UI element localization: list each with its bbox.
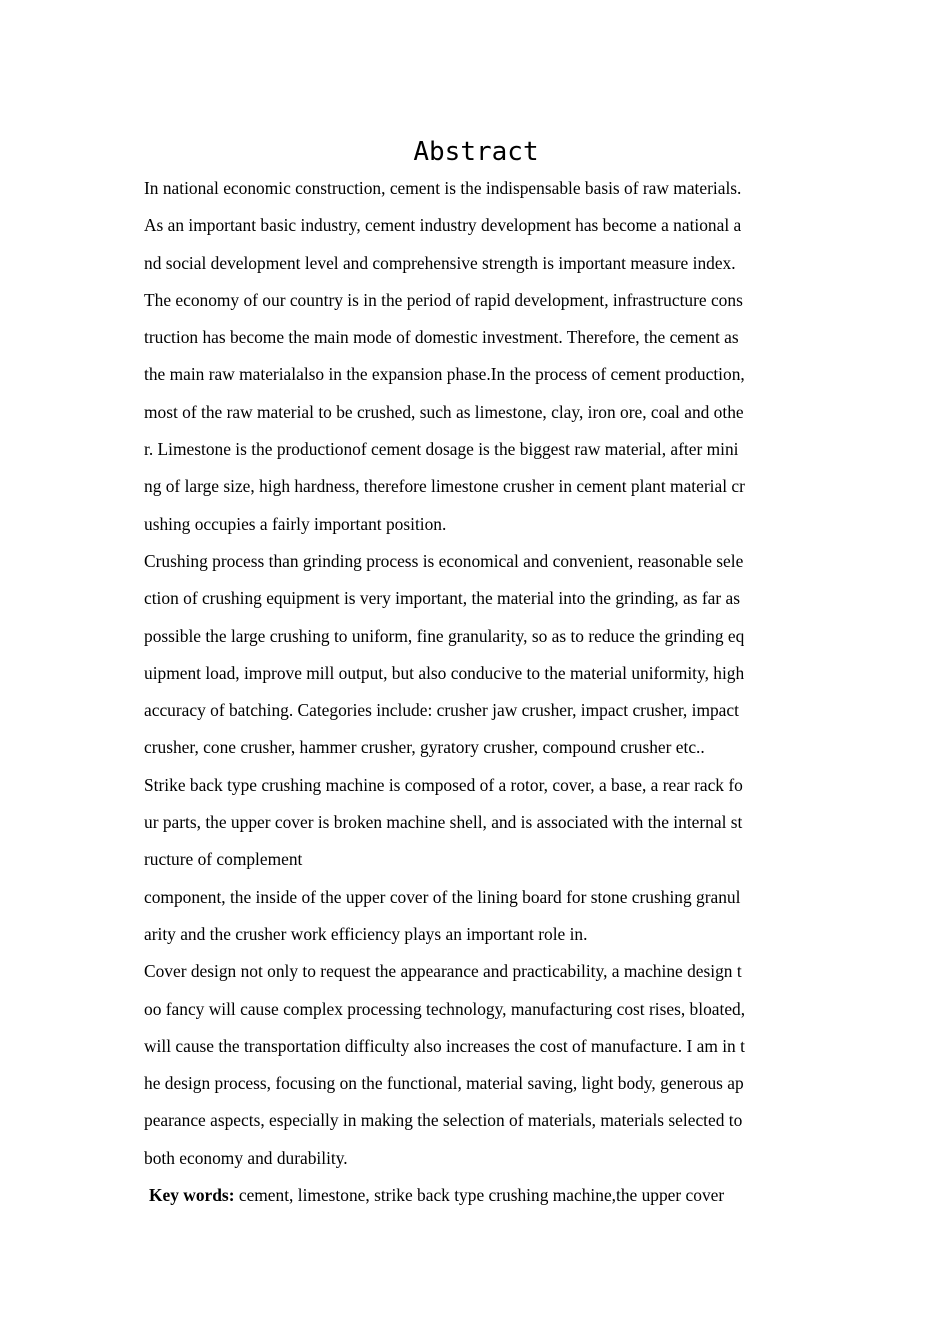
text-line: The economy of our country is in the period of rapid development, infrastructure cons — [144, 289, 743, 310]
text-line: component, the inside of the upper cover of the lining board for stone crushing granul — [144, 886, 741, 907]
document-page — [144, 134, 808, 1214]
abstract-body — [144, 170, 808, 1177]
abstract-paragraph — [144, 170, 808, 543]
keywords-label: Key words: — [149, 1185, 235, 1206]
text-line: Cover design not only to request the appearance and practicability, a machine design t — [144, 961, 742, 982]
keywords-line — [144, 1177, 808, 1214]
abstract-paragraph — [144, 879, 808, 954]
text-line: arity and the crusher work efficiency plays an important role in. — [144, 923, 588, 944]
text-line: r. Limestone is the productionof cement dosage is the biggest raw material, after mini — [144, 439, 739, 460]
text-line: ction of crushing equipment is very important, the material into the grinding, as far as — [144, 588, 740, 609]
keywords-text: cement, limestone, strike back type crushing machine,the upper cover — [234, 1185, 725, 1206]
text-line: ushing occupies a fairly important position. — [144, 513, 447, 534]
text-line: Crushing process than grinding process is economical and convenient, reasonable sele — [144, 550, 744, 571]
text-line: most of the raw material to be crushed, such as limestone, clay, iron ore, coal and othe — [144, 401, 744, 422]
abstract-title: Abstract — [413, 137, 539, 167]
text-line: he design process, focusing on the functional, material saving, light body, generous ap — [144, 1073, 744, 1094]
text-line: As an important basic industry, cement industry development has become a national a — [144, 215, 742, 236]
abstract-paragraph — [144, 953, 808, 1177]
abstract-paragraph — [144, 767, 808, 879]
text-line: uipment load, improve mill output, but also conducive to the material uniformity, high — [144, 662, 745, 683]
text-line: oo fancy will cause complex processing technology, manufacturing cost rises, bloated, — [144, 998, 746, 1019]
text-line: ng of large size, high hardness, therefore limestone crusher in cement plant material cr — [144, 476, 745, 497]
text-line: will cause the transportation difficulty also increases the cost of manufacture. I am in t — [144, 1035, 745, 1056]
text-line: truction has become the main mode of domestic investment. Therefore, the cement as — [144, 327, 739, 348]
text-line: ur parts, the upper cover is broken machine shell, and is associated with the internal st — [144, 812, 743, 833]
text-line: nd social development level and comprehensive strength is important measure index. — [144, 252, 736, 273]
text-line: accuracy of batching. Categories include: crusher jaw crusher, impact crusher, impact — [144, 700, 739, 721]
text-line: crusher, cone crusher, hammer crusher, gyratory crusher, compound crusher etc.. — [144, 737, 705, 758]
text-line: In national economic construction, cement is the indispensable basis of raw materials. — [144, 178, 742, 198]
text-line: both economy and durability. — [144, 1147, 348, 1168]
text-line: pearance aspects, especially in making the selection of materials, materials selected to — [144, 1110, 743, 1131]
text-line: ructure of complement — [144, 849, 303, 870]
text-line: the main raw materialalso in the expansion phase.In the process of cement production, — [144, 364, 745, 385]
text-line: possible the large crushing to uniform, fine granularity, so as to reduce the grinding eq — [144, 625, 745, 646]
abstract-paragraph — [144, 543, 808, 767]
text-line: Strike back type crushing machine is composed of a rotor, cover, a base, a rear rack fo — [144, 774, 743, 795]
